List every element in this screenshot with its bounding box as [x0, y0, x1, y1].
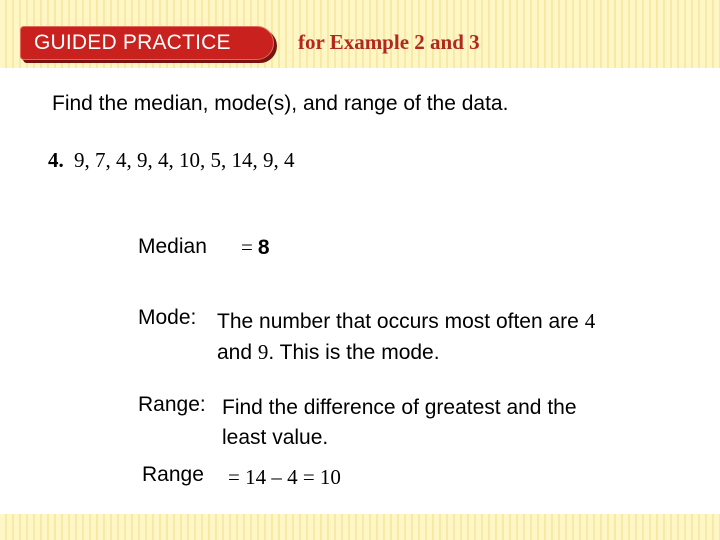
range-label: Range:	[138, 393, 206, 416]
footer-band	[0, 514, 720, 540]
subtitle: for Example 2 and 3	[298, 30, 480, 54]
mode-text-c: . This is the mode.	[268, 341, 440, 364]
range-line-1: Find the difference of greatest and the	[222, 396, 577, 419]
mode-explanation	[217, 306, 697, 368]
median-equals: =	[241, 235, 253, 259]
median-result	[241, 235, 270, 260]
mode-value-b: 9	[257, 340, 269, 364]
problem-data: 9, 7, 4, 9, 4, 10, 5, 14, 9, 4	[74, 148, 295, 172]
median-label: Median	[138, 235, 207, 258]
range-calc-expression: = 14 – 4 = 10	[228, 465, 341, 489]
median-value: 8	[257, 236, 270, 259]
range-calc-label: Range	[142, 463, 204, 486]
mode-value-a: 4	[584, 309, 596, 333]
badge-label: GUIDED PRACTICE	[34, 31, 231, 54]
mode-text-a: The number that occurs most often are	[217, 310, 585, 333]
problem-statement	[48, 148, 295, 173]
guided-practice-badge	[20, 26, 274, 60]
instruction-text: Find the median, mode(s), and range of the data.	[52, 92, 509, 115]
mode-label: Mode:	[138, 306, 197, 329]
mode-text-b: and	[217, 341, 258, 364]
range-line-2: least value.	[222, 426, 329, 449]
problem-number: 4.	[48, 148, 64, 172]
range-explanation	[222, 393, 692, 453]
